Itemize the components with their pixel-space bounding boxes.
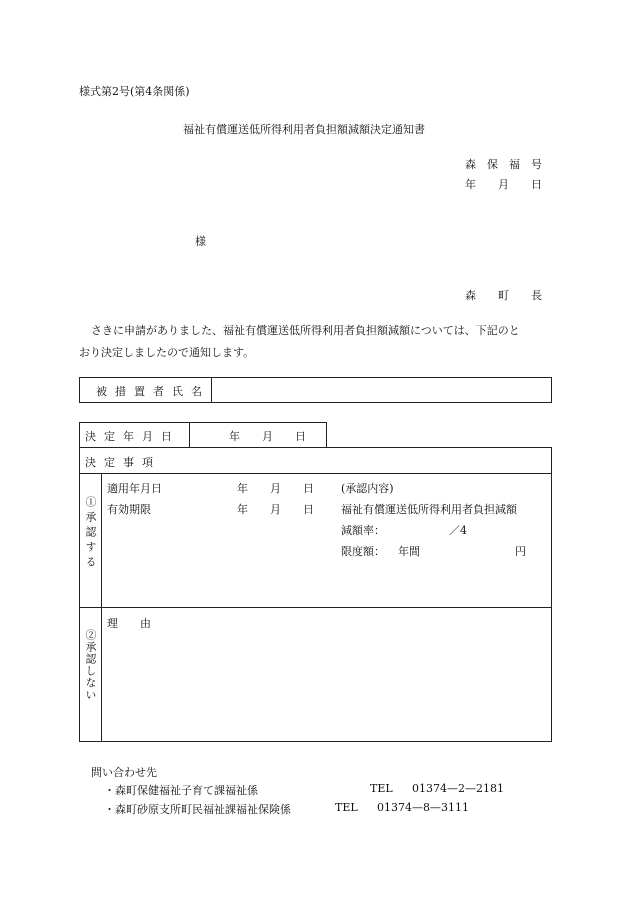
limit-period: 年間	[398, 545, 420, 558]
reject-label: ②承認しない	[84, 629, 97, 701]
issue-date: 年 月 日	[465, 178, 542, 191]
body-text-line-1: さきに申請がありました、福祉有償運送低所得利用者負担額減額については、下記のと	[91, 324, 520, 337]
valid-period-label: 有効期限	[107, 503, 151, 516]
contact-tel-2: 01374—8—3111	[377, 801, 469, 814]
decision-table-section-line	[79, 607, 552, 608]
apply-date-value: 年 月 日	[237, 482, 314, 495]
decision-table-header-line	[79, 473, 552, 474]
contact-tel-label-1: TEL	[370, 782, 393, 795]
body-text-line-2: おり決定しましたので通知します。	[79, 346, 255, 359]
reduction-rate-label: 減額率：	[341, 524, 385, 537]
recipient-label: 被措置者氏名	[96, 385, 210, 398]
decision-date-value: 年 月 日	[229, 430, 306, 443]
reference-number: 森 保 福 号	[465, 158, 542, 171]
recipient-table-divider	[211, 377, 212, 403]
valid-period-value: 年 月 日	[237, 503, 314, 516]
approval-content-title: 福祉有償運送低所得利用者負担減額	[341, 503, 517, 516]
decision-matter-label: 決定事項	[85, 456, 161, 469]
reason-label: 理 由	[107, 617, 151, 630]
approve-label: ①承認する	[84, 496, 97, 571]
limit-unit: 円	[515, 545, 526, 558]
contact-heading: 問い合わせ先	[91, 766, 157, 779]
contact-tel-1: 01374—2—2181	[412, 782, 504, 795]
limit-amount-label: 限度額：	[341, 545, 385, 558]
decision-date-label: 決定年月日	[85, 430, 180, 443]
issuer-name: 森 町 長	[465, 289, 542, 302]
form-number: 様式第2号(第4条関係)	[79, 85, 190, 98]
contact-tel-label-2: TEL	[335, 801, 358, 814]
apply-date-label: 適用年月日	[107, 482, 162, 495]
reduction-rate-value: ／4	[449, 524, 467, 537]
addressee-suffix: 様	[195, 235, 206, 248]
decision-table-label-column	[101, 473, 102, 742]
approval-content-header: (承認内容)	[341, 482, 394, 495]
decision-date-divider	[189, 422, 190, 448]
contact-dept-2: ・森町砂原支所町民福祉課福祉保険係	[104, 803, 291, 816]
document-title: 福祉有償運送低所得利用者負担額減額決定通知書	[183, 123, 425, 136]
contact-dept-1: ・森町保健福祉子育て課福祉係	[104, 784, 258, 797]
